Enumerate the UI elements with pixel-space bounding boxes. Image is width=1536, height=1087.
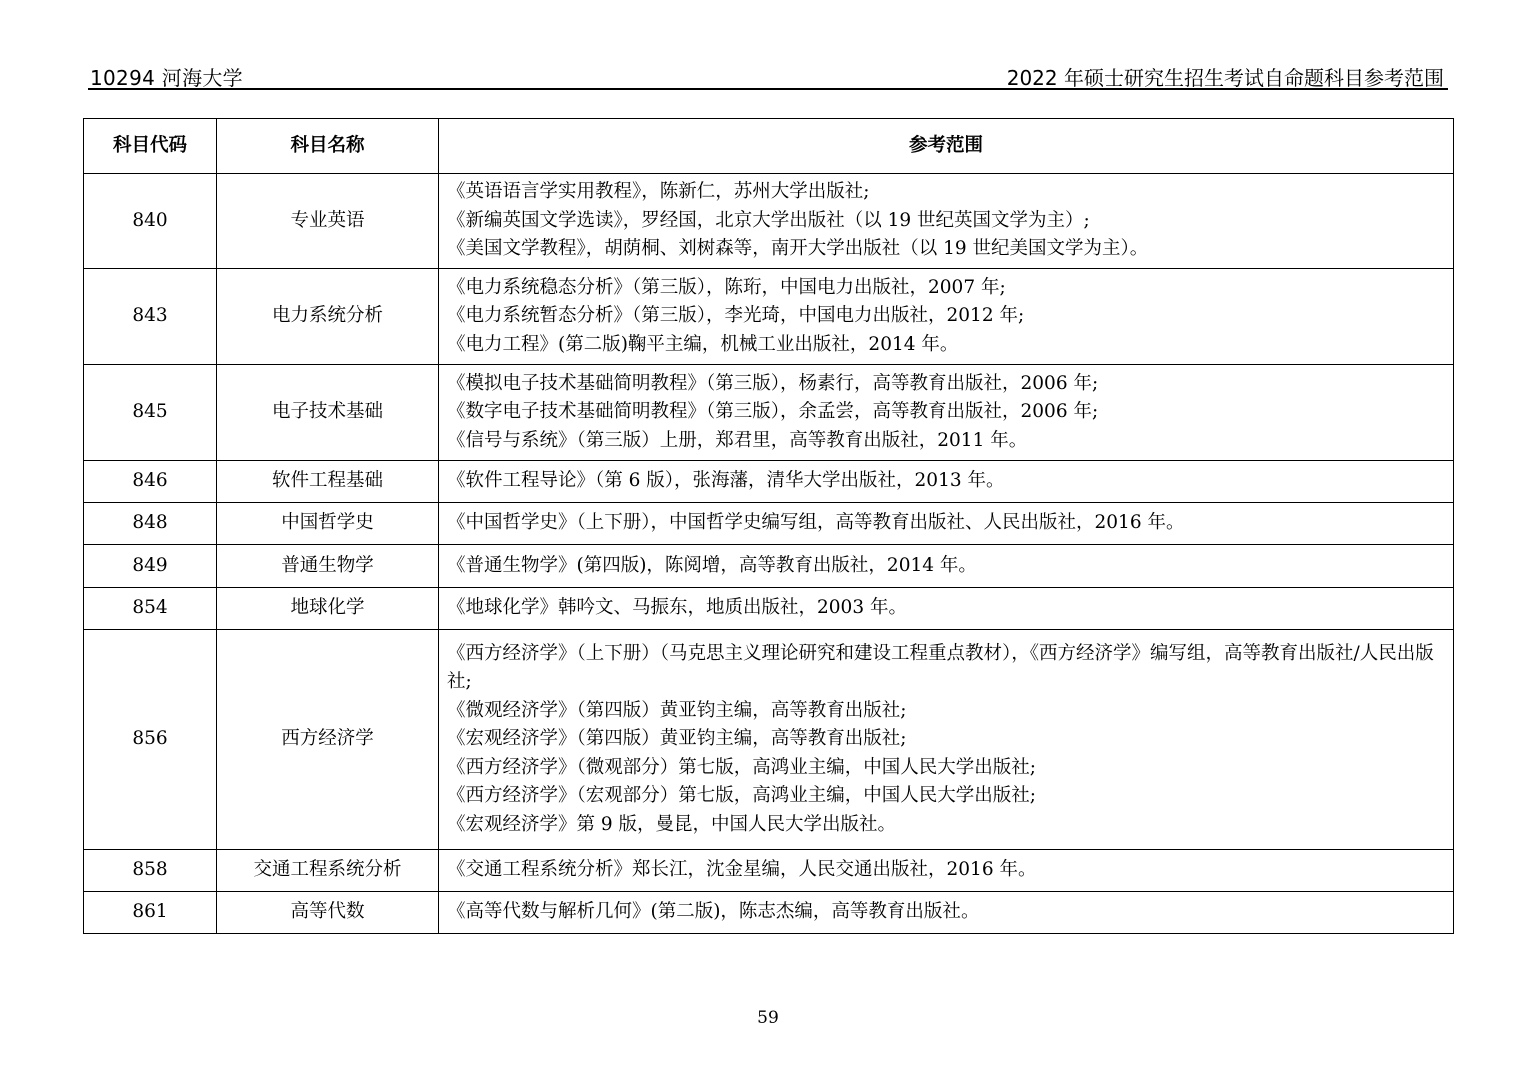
table-row [84, 892, 1454, 934]
subject-name: 电力系统分析 [217, 269, 439, 365]
reference-cell [439, 503, 1454, 545]
reference-line: 《西方经济学》（微观部分）第七版，高鸿业主编，中国人民大学出版社; [447, 756, 1036, 778]
reference-line: 《交通工程系统分析》郑长江，沈金星编，人民交通出版社，2016 年。 [447, 859, 1037, 881]
reference-line: 《普通生物学》(第四版)，陈阅增，高等教育出版社，2014 年。 [447, 554, 977, 576]
table-row [84, 850, 1454, 892]
header-institution: 10294 河海大学 [90, 66, 243, 90]
subject-code: 861 [84, 892, 217, 934]
subject-code: 858 [84, 850, 217, 892]
subject-code: 854 [84, 588, 217, 630]
subject-name: 西方经济学 [217, 630, 439, 850]
reference-line: 《宏观经济学》第 9 版，曼昆，中国人民大学出版社。 [447, 813, 897, 835]
table-row [84, 461, 1454, 503]
reference-line: 《电力系统稳态分析》（第三版），陈珩，中国电力出版社，2007 年; [447, 276, 1006, 298]
reference-line: 《西方经济学》（宏观部分）第七版，高鸿业主编，中国人民大学出版社; [447, 785, 1036, 807]
reference-line: 《信号与系统》（第三版）上册，郑君里，高等教育出版社，2011 年。 [447, 429, 1028, 451]
reference-line: 《电力工程》(第二版)鞠平主编，机械工业出版社，2014 年。 [447, 333, 959, 355]
table-row [84, 365, 1454, 461]
reference-cell [439, 365, 1454, 461]
subject-name: 交通工程系统分析 [217, 850, 439, 892]
table-row [84, 588, 1454, 630]
reference-cell [439, 588, 1454, 630]
table-row [84, 503, 1454, 545]
table-row [84, 630, 1454, 850]
reference-line: 《高等代数与解析几何》(第二版)，陈志杰编，高等教育出版社。 [447, 901, 980, 923]
page-number: 59 [757, 1008, 779, 1028]
reference-line: 《宏观经济学》（第四版）黄亚钧主编，高等教育出版社; [447, 728, 907, 750]
reference-cell [439, 545, 1454, 588]
reference-cell [439, 269, 1454, 365]
subject-name: 普通生物学 [217, 545, 439, 588]
header-rule [88, 88, 1448, 90]
subject-name: 高等代数 [217, 892, 439, 934]
subject-code: 845 [84, 365, 217, 461]
reference-table [83, 118, 1454, 934]
subject-name: 地球化学 [217, 588, 439, 630]
reference-line: 《美国文学教程》，胡荫桐、刘树森等，南开大学出版社（以 19 世纪美国文学为主）。 [447, 238, 1149, 260]
reference-cell [439, 174, 1454, 269]
subject-code: 840 [84, 174, 217, 269]
reference-cell [439, 461, 1454, 503]
subject-name: 专业英语 [217, 174, 439, 269]
reference-line: 《电力系统暂态分析》（第三版），李光琦，中国电力出版社，2012 年; [447, 305, 1025, 327]
subject-name: 中国哲学史 [217, 503, 439, 545]
header-document-title: 2022 年硕士研究生招生考试自命题科目参考范围 [1006, 66, 1444, 90]
reference-line: 《数字电子技术基础简明教程》（第三版），余孟尝，高等教育出版社，2006 年; [447, 401, 1099, 423]
table-row [84, 545, 1454, 588]
column-header-reference: 参考范围 [439, 119, 1454, 174]
subject-name: 软件工程基础 [217, 461, 439, 503]
subject-name: 电子技术基础 [217, 365, 439, 461]
subject-code: 843 [84, 269, 217, 365]
table-header-row [84, 119, 1454, 174]
subject-code: 848 [84, 503, 217, 545]
reference-line: 《西方经济学》（上下册）（马克思主义理论研究和建设工程重点教材），《西方经济学》编写组，高等教育出版社/人民出版社; [447, 642, 1434, 693]
reference-cell [439, 892, 1454, 934]
table-row [84, 269, 1454, 365]
reference-line: 《地球化学》韩吟文、马振东，地质出版社，2003 年。 [447, 597, 907, 619]
subject-code: 846 [84, 461, 217, 503]
reference-line: 《软件工程导论》（第 6 版），张海藩，清华大学出版社，2013 年。 [447, 470, 1005, 492]
table-row [84, 174, 1454, 269]
subject-code: 856 [84, 630, 217, 850]
reference-cell [439, 630, 1454, 850]
reference-line: 《英语语言学实用教程》，陈新仁，苏州大学出版社; [447, 181, 870, 203]
reference-line: 《微观经济学》（第四版）黄亚钧主编，高等教育出版社; [447, 699, 907, 721]
reference-line: 《模拟电子技术基础简明教程》（第三版），杨素行，高等教育出版社，2006 年; [447, 372, 1099, 394]
column-header-name: 科目名称 [217, 119, 439, 174]
column-header-code: 科目代码 [84, 119, 217, 174]
reference-cell [439, 850, 1454, 892]
reference-line: 《新编英国文学选读》，罗经国，北京大学出版社（以 19 世纪英国文学为主）; [447, 209, 1090, 231]
reference-line: 《中国哲学史》（上下册），中国哲学史编写组，高等教育出版社、人民出版社，2016 年。 [447, 512, 1185, 534]
subject-code: 849 [84, 545, 217, 588]
